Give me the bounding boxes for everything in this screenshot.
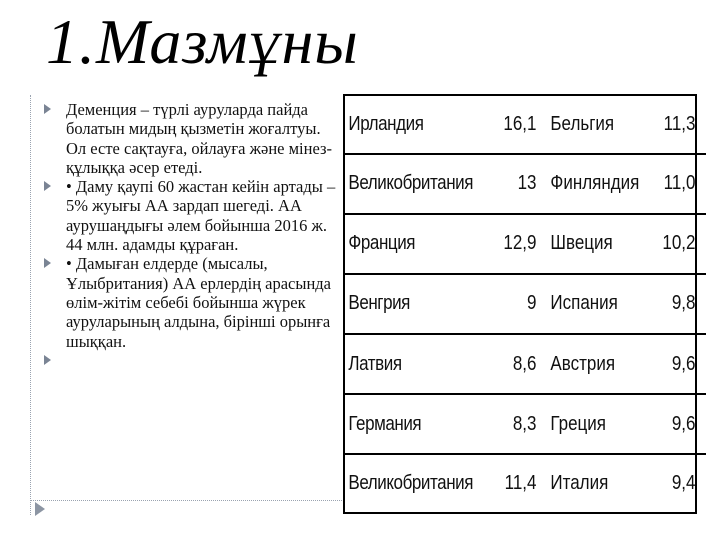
bullet-item xyxy=(44,254,344,350)
table-cell-country: Франция xyxy=(345,214,476,274)
bullet-arrow-icon xyxy=(44,258,51,268)
table-cell-country: Испания xyxy=(547,274,643,334)
bullet-item xyxy=(44,351,344,370)
frame-corner-arrow-icon xyxy=(35,502,45,516)
table-cell-country: Финляндия xyxy=(547,154,643,214)
table-cell-value: 9,4 xyxy=(672,472,696,495)
table-row xyxy=(345,214,706,274)
bullet-text: Деменция – түрлі ауруларда пайда болатын мидың қызметін жоғалтуы. Ол есте сақтауға, ойлауға және мінез-құлыққа әсер етеді. xyxy=(66,100,333,177)
table-cell-value: 9 xyxy=(500,274,540,334)
frame-horizontal-line xyxy=(30,500,350,501)
bullet-item xyxy=(44,177,344,254)
table-cell-country: Латвия xyxy=(345,334,476,394)
table-cell-country: Великобритания xyxy=(348,472,474,495)
table-cell-value: 10,2 xyxy=(659,214,699,274)
table-row xyxy=(345,274,706,334)
bullet-text: • Даму қаупі 60 жастан кейін артады – 5% жуығы АА зардап шегеді. АА аурушаңдығы әлем бойынша 2016 ж. 44 млн. адамды құраған. xyxy=(66,177,336,255)
table-cell-value: 13 xyxy=(500,154,540,214)
table-cell-value: 9,6 xyxy=(659,334,699,394)
table-row xyxy=(345,454,706,512)
table-cell-value: 12,9 xyxy=(500,214,540,274)
bullet-text: • Дамыған елдерде (мысалы, Ұлыбритания) АА ерлердің арасында өлім-жітім себебі бойынша жүрек ауруларының алдына, бірінші орынға шыққан. xyxy=(66,254,332,351)
table-cell-country: Швеция xyxy=(547,214,643,274)
bullet-item xyxy=(44,100,344,177)
table-cell-country: Ирландия xyxy=(345,96,476,154)
table-cell-country: Германия xyxy=(345,394,476,454)
table-row xyxy=(345,394,706,454)
table-cell-country: Греция xyxy=(547,394,643,454)
table-cell-value: 11,3 xyxy=(659,96,699,154)
bullet-arrow-icon xyxy=(44,181,51,191)
table-cell-country: Великобритания xyxy=(345,154,476,214)
bullet-arrow-icon xyxy=(44,355,51,365)
table-row xyxy=(345,154,706,214)
table-row xyxy=(345,334,706,394)
bullet-arrow-icon xyxy=(44,104,51,114)
table-row xyxy=(345,96,706,154)
statistics-table xyxy=(343,94,697,514)
table-cell-country: Венгрия xyxy=(345,274,476,334)
frame-vertical-line xyxy=(30,95,31,515)
table-cell-country: Австрия xyxy=(547,334,643,394)
table-cell-value: 11,0 xyxy=(659,154,699,214)
table-cell-value: 8,6 xyxy=(500,334,540,394)
table-cell-country: Италия xyxy=(549,472,608,495)
table-cell-value: 8,3 xyxy=(500,394,540,454)
slide-title: 1.Мазмұны xyxy=(46,6,359,77)
table-cell-value: 9,6 xyxy=(659,394,699,454)
table-cell-value: 11,4 xyxy=(504,472,537,495)
table-cell-value: 16,1 xyxy=(500,96,540,154)
bullet-list xyxy=(44,100,344,370)
statistics-table-grid xyxy=(345,96,706,512)
table-cell-value: 9,8 xyxy=(659,274,699,334)
table-cell-country: Бельгия xyxy=(547,96,643,154)
